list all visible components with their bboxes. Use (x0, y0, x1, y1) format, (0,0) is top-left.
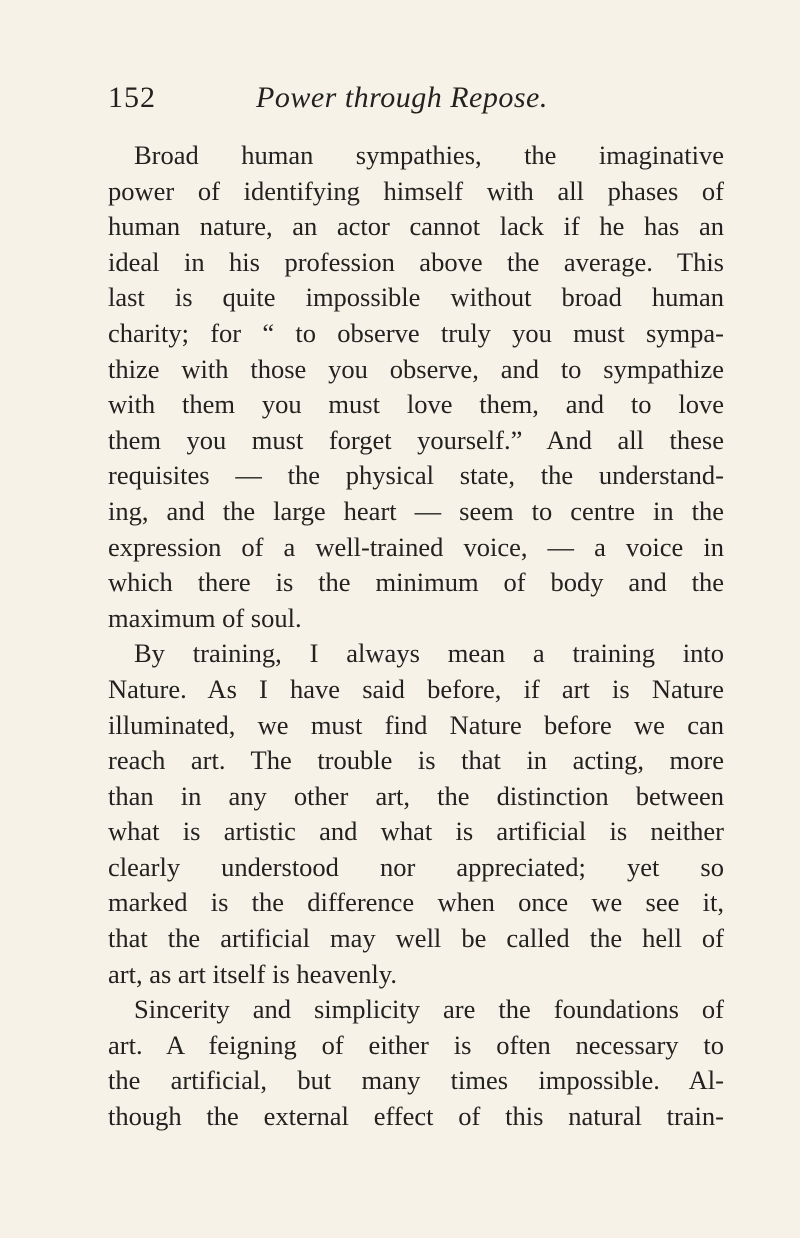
text-line: art. A feigning of either is often necessary to (108, 1029, 724, 1060)
text-line: expression of a well-trained voice, — a voice in (108, 531, 724, 562)
running-title: Power through Repose. (256, 81, 548, 114)
text-line: charity; for “ to observe truly you must sympa- (108, 317, 724, 348)
text-line: requisites — the physical state, the understand- (108, 460, 724, 491)
text-line: with them you must love them, and to love (108, 389, 724, 420)
text-line: illuminated, we must find Nature before we can (108, 709, 724, 740)
text-line: thize with those you observe, and to sympathize (108, 353, 724, 384)
text-line: Nature. As I have said before, if art is Nature (108, 673, 724, 704)
text-line: last is quite impossible without broad human (108, 282, 724, 313)
text-line: Broad human sympathies, the imaginative (134, 140, 724, 170)
text-line: though the external effect of this natural train- (108, 1101, 724, 1132)
text-line: By training, I always mean a training into (134, 638, 724, 669)
page-number: 152 (108, 81, 156, 114)
text-line: what is artistic and what is artificial is neither (108, 816, 724, 847)
text-line: art, as art itself is heavenly. (108, 958, 397, 989)
text-line: clearly understood nor appreciated; yet so (108, 851, 724, 882)
text-line: that the artificial may well be called the hell of (108, 923, 724, 954)
text-line: human nature, an actor cannot lack if he has an (108, 211, 724, 242)
text-line: power of identifying himself with all phases of (108, 175, 724, 206)
text-line: them you must forget yourself.” And all these (108, 424, 724, 455)
text-line: marked is the difference when once we see it, (108, 887, 724, 918)
text-line: ing, and the large heart — seem to centre in the (108, 495, 724, 526)
text-line: which there is the minimum of body and the (108, 567, 724, 598)
text-line: the artificial, but many times impossible. Al- (108, 1065, 724, 1096)
text-line: maximum of soul. (108, 602, 302, 633)
text-line: ideal in his profession above the average. This (108, 246, 724, 277)
text-line: Sincerity and simplicity are the foundations of (134, 994, 724, 1025)
body-text (108, 138, 724, 1135)
text-line: than in any other art, the distinction between (108, 780, 724, 811)
text-line: reach art. The trouble is that in acting, more (108, 745, 724, 776)
running-head (108, 78, 738, 118)
